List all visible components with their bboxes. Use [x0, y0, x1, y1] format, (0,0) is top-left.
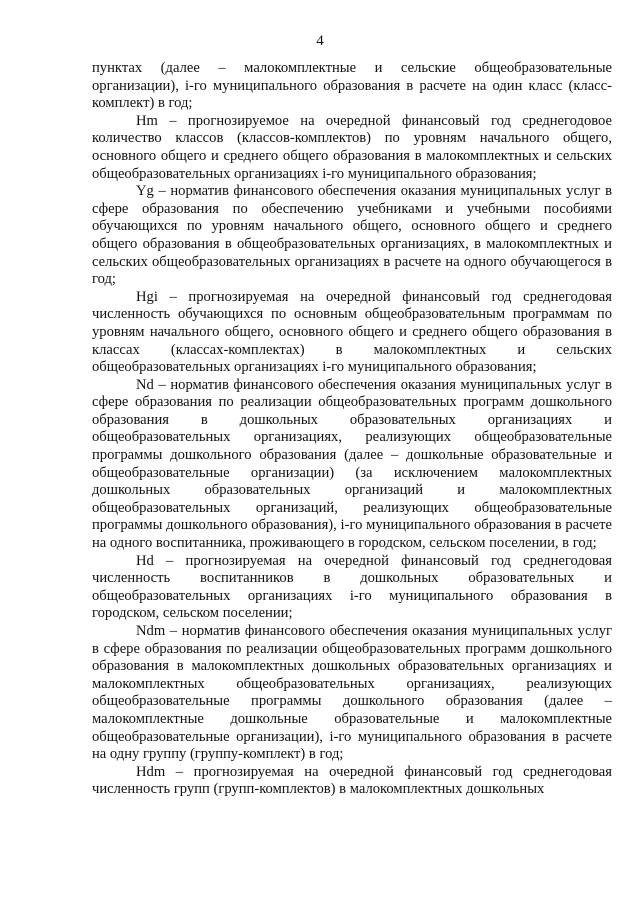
page-number: 4 — [316, 33, 324, 49]
paragraph-hm: Hm – прогнозируемое на очередной финансовый год среднегодовое количество классов (классов-комплектов) по уровням начального общего, основного общего и среднего общего образования в малокомплектных и сельских общеобразовательных организациях i-го муниципального образования; — [92, 112, 612, 182]
paragraph-hd: Hd – прогнозируемая на очередной финансовый год среднегодовая численность воспитанников в дошкольных образовательных и общеобразовательных организациях i-го муниципального образования в городском, сельском поселении; — [92, 552, 612, 622]
paragraph-yg: Yg – норматив финансового обеспечения оказания муниципальных услуг в сфере образования по обеспечению учебниками и учебными пособиями обучающихся по уровням начального общего, основного общего и среднего общего образования в общеобразовательных организациях, в малокомплектных и сельских общеобразовательных организациях в расчете на одного обучающегося в год; — [92, 183, 612, 288]
paragraph-hdm: Hdm – прогнозируемая на очередной финансовый год среднегодовая численность групп (групп-комплектов) в малокомплектных дошкольных — [92, 763, 612, 798]
paragraph-ndm: Ndm – норматив финансового обеспечения оказания муниципальных услуг в сфере образования по реализации общеобразовательных программ дошкольного образования в малокомплектных дошкольных образовательных организациях и малокомплектных общеобразовательных организациях, реализующих общеобразовательные программы дошкольного образования (далее – малокомплектные дошкольные образовательные и малокомплектные общеобразовательные организации), i-го муниципального образования в расчете на одну группу (группу-комплект) в год; — [92, 623, 612, 763]
paragraph-nd: Nd – норматив финансового обеспечения оказания муниципальных услуг в сфере образования по реализации общеобразовательных программ дошкольного образования в дошкольных образовательных организациях и общеобразовательных организациях, реализующих общеобразовательные программы дошкольного образования (далее – дошкольные образовательные и общеобразовательные организации) (за исключением малокомплектных дошкольных образовательных организаций и малокомплектных общеобразовательных организаций, реализующих общеобразовательные программы дошкольного образования), i-го муниципального образования в расчете на одного воспитанника, проживающего в городском, сельском поселении, в год; — [92, 376, 612, 552]
paragraph-continuation: пунктах (далее – малокомплектные и сельские общеобразовательные организации), i-го муниципального образования в расчете на один класс (класс-комплект) в год; — [92, 60, 612, 112]
paragraph-hgi: Hgi – прогнозируемая на очередной финансовый год среднегодовая численность обучающихся по основным общеобразовательным программам по уровням начального общего, основного общего и среднего общего образования в классах (классах-комплектах) в малокомплектных и сельских общеобразовательных организациях i-го муниципального образования; — [92, 288, 612, 376]
document-body — [92, 60, 612, 799]
